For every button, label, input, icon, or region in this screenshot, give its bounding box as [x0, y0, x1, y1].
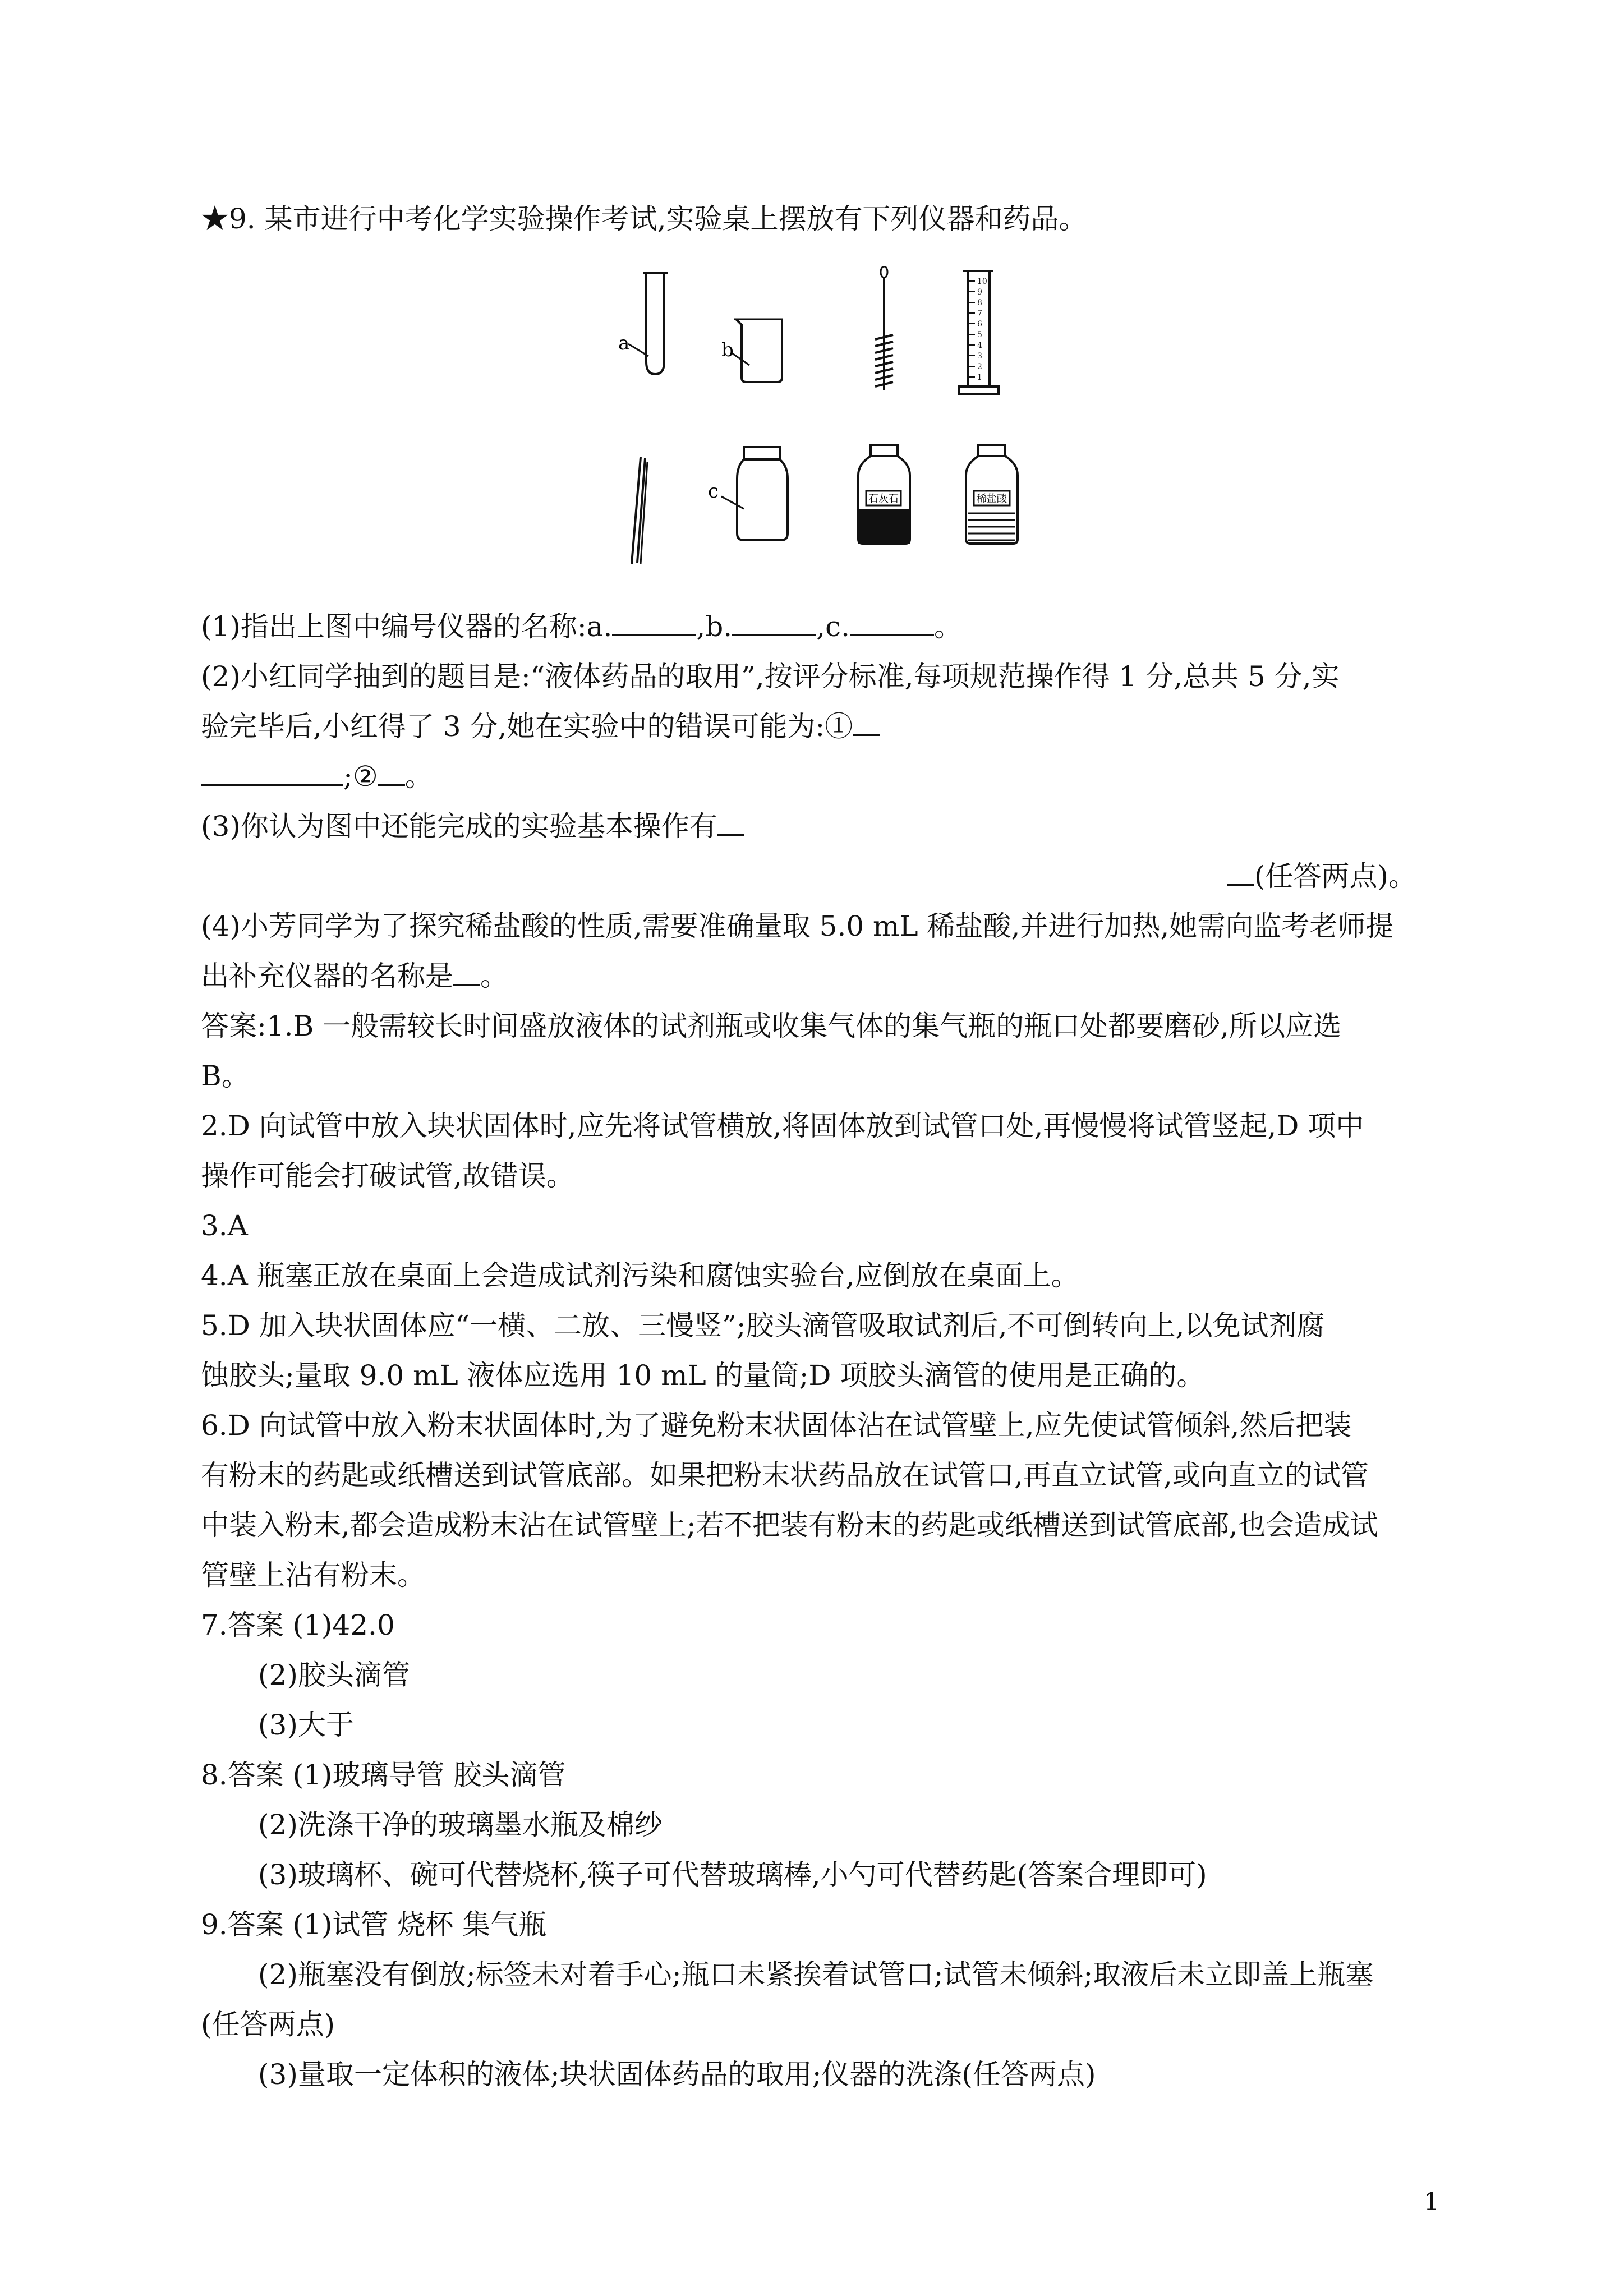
answer-7-part1: 7.答案 (1)42.0 [201, 1609, 395, 1641]
dilute-hcl-bottle-icon [966, 445, 1018, 544]
test-tube-brush-icon [875, 266, 893, 390]
label-b: b [721, 339, 734, 361]
cylinder-tick-label: 9 [977, 288, 982, 297]
limestone-label: 石灰石 [868, 493, 899, 505]
cylinder-tick-label: 1 [977, 373, 982, 382]
cylinder-tick-label: 5 [977, 330, 982, 339]
question-title: ★9. 某市进行中考化学实验操作考试,实验桌上摆放有下列仪器和药品。 [201, 203, 1087, 235]
label-c: c [708, 480, 719, 503]
graduated-cylinder-icon [959, 271, 999, 394]
beaker-icon [721, 319, 783, 382]
cylinder-tick-label: 2 [977, 362, 982, 371]
answer-2-line1: 2.D 向试管中放入块状固体时,应先将试管横放,将固体放到试管口处,再慢慢将试管竖起,D 项中 [201, 1110, 1364, 1142]
answer-5-line1: 5.D 加入块状固体应“一横、二放、三慢竖”;胶头滴管吸取试剂后,不可倒转向上,以免试剂腐 [201, 1309, 1325, 1342]
question-part-3-line2: (任答两点)。 [1227, 858, 1416, 894]
answer-6-line3: 中装入粉末,都会造成粉末沾在试管壁上;若不把装有粉末的药匙或纸槽送到试管底部,也会造成试 [201, 1509, 1378, 1542]
answer-5-line2: 蚀胶头;量取 9.0 mL 液体应选用 10 mL 的量筒;D 项胶头滴管的使用是正确的。 [201, 1359, 1205, 1392]
answer-blank-operations[interactable] [1227, 858, 1254, 886]
answer-blank-error-1[interactable] [201, 758, 343, 786]
answer-8-part2: (2)洗涤干净的玻璃墨水瓶及棉纱 [258, 1809, 663, 1841]
question-part-1: (1)指出上图中编号仪器的名称:a. ,b. ,c. 。 [201, 609, 962, 645]
answer-4: 4.A 瓶塞正放在桌面上会造成试剂污染和腐蚀实验台,应倒放在桌面上。 [201, 1259, 1079, 1292]
cylinder-tick-label: 7 [977, 309, 982, 318]
answer-7-part2: (2)胶头滴管 [258, 1659, 410, 1691]
question-part-2-line3: ;② 。 [201, 758, 433, 794]
label-a: a [618, 332, 630, 355]
cylinder-tick-label: 8 [977, 298, 982, 307]
question-part-2-line1: (2)小红同学抽到的题目是:“液体药品的取用”,按评分标准,每项规范操作得 1 分,总共 5 分,实 [201, 660, 1340, 693]
cylinder-tick-label: 10 [977, 277, 987, 286]
gas-jar-icon [708, 447, 788, 540]
question-part-2-line2: 验完毕后,小红得了 3 分,她在实验中的错误可能为:① [201, 708, 880, 744]
apparatus-figure [611, 266, 1060, 569]
page-number: 1 [1424, 2188, 1439, 2216]
question-part-4-line2: 出补充仪器的名称是 。 [201, 958, 508, 994]
answer-6-line4: 管壁上沾有粉末。 [201, 1559, 425, 1591]
limestone-bottle-icon [858, 445, 910, 544]
test-tube-icon [618, 273, 668, 374]
answer-6-line2: 有粉末的药匙或纸槽送到试管底部。如果把粉末状药品放在试管口,再直立试管,或向直立的试管 [201, 1459, 1369, 1492]
answer-6-line1: 6.D 向试管中放入粉末状固体时,为了避免粉末状固体沾在试管壁上,应先使试管倾斜,然后把装 [201, 1409, 1352, 1442]
answer-9-part3: (3)量取一定体积的液体;块状固体药品的取用;仪器的洗涤(任答两点) [258, 2058, 1096, 2091]
hcl-label: 稀盐酸 [977, 493, 1007, 505]
answer-blank-error-1-start[interactable] [853, 708, 880, 736]
answer-9-part2: (2)瓶塞没有倒放;标签未对着手心;瓶口未紧挨着试管口;试管未倾斜;取液后未立即盖上瓶塞 [258, 1958, 1374, 1991]
answer-3: 3.A [201, 1209, 248, 1242]
cylinder-tick-label: 4 [977, 341, 982, 350]
question-part-3-line1: (3)你认为图中还能完成的实验基本操作有 [201, 808, 744, 844]
tweezers-icon [632, 457, 647, 564]
question-part-4-line1: (4)小芳同学为了探究稀盐酸的性质,需要准确量取 5.0 mL 稀盐酸,并进行加热,她需向监考老师提 [201, 910, 1394, 942]
answer-1-line1: 答案:1.B 一般需较长时间盛放液体的试剂瓶或收集气体的集气瓶的瓶口处都要磨砂,所以应选 [201, 1010, 1342, 1042]
answer-1-line2: B。 [201, 1060, 250, 1092]
answer-blank-error-2[interactable] [378, 758, 405, 786]
cylinder-tick-label: 3 [977, 352, 982, 361]
cylinder-tick-label: 6 [977, 320, 982, 329]
answer-9-part2-cont: (任答两点) [201, 2008, 335, 2041]
answer-8-part3: (3)玻璃杯、碗可代替烧杯,筷子可代替玻璃棒,小勺可代替药匙(答案合理即可) [258, 1858, 1207, 1891]
answer-7-part3: (3)大于 [258, 1709, 354, 1741]
answer-2-line2: 操作可能会打破试管,故错误。 [201, 1159, 574, 1192]
answer-8-part1: 8.答案 (1)玻璃导管 胶头滴管 [201, 1759, 566, 1791]
answer-blank-instrument[interactable] [453, 958, 480, 986]
answer-blank-a[interactable] [612, 609, 696, 636]
answer-blank-b[interactable] [732, 609, 816, 636]
answer-blank-operations-start[interactable] [717, 808, 744, 836]
answer-blank-c[interactable] [850, 609, 934, 636]
answer-9-part1: 9.答案 (1)试管 烧杯 集气瓶 [201, 1908, 547, 1941]
